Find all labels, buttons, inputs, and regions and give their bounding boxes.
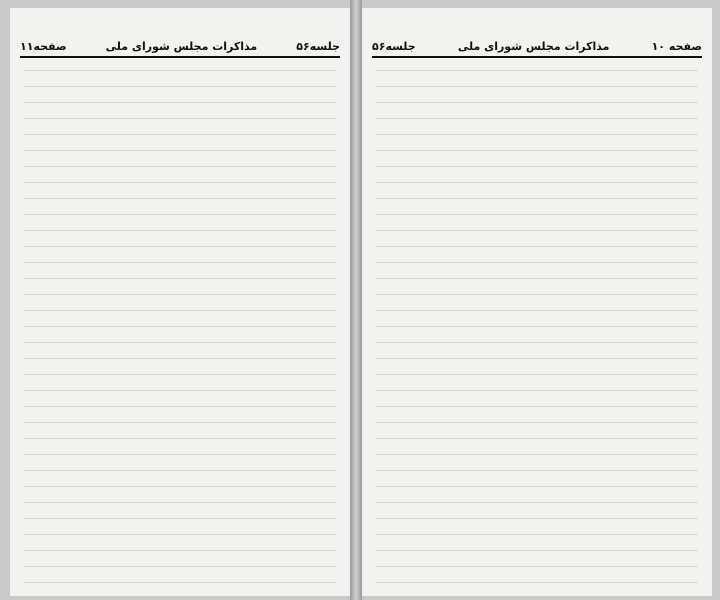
text-line-placeholder	[24, 278, 336, 279]
text-line-placeholder	[376, 422, 698, 423]
text-line-placeholder	[376, 182, 698, 183]
text-line-placeholder	[24, 326, 336, 327]
text-line-placeholder	[376, 374, 698, 375]
text-line-placeholder	[24, 406, 336, 407]
text-line-placeholder	[24, 118, 336, 119]
text-line-placeholder	[24, 150, 336, 151]
text-line-placeholder	[376, 262, 698, 263]
text-line-placeholder	[24, 198, 336, 199]
text-line-placeholder	[376, 470, 698, 471]
text-line-placeholder	[376, 326, 698, 327]
text-line-placeholder	[24, 262, 336, 263]
text-line-placeholder	[24, 470, 336, 471]
text-line-placeholder	[376, 566, 698, 567]
text-line-placeholder	[376, 198, 698, 199]
text-line-placeholder	[376, 166, 698, 167]
left-page-session: جلسه۵۶	[296, 39, 340, 53]
text-line-placeholder	[24, 358, 336, 359]
text-line-placeholder	[24, 70, 336, 71]
text-line-placeholder	[24, 230, 336, 231]
text-line-placeholder	[24, 518, 336, 519]
text-line-placeholder	[24, 502, 336, 503]
text-line-placeholder	[24, 534, 336, 535]
text-line-placeholder	[376, 134, 698, 135]
text-line-placeholder	[24, 438, 336, 439]
text-line-placeholder	[376, 102, 698, 103]
left-page-number: صفحه۱۱	[20, 39, 67, 53]
text-line-placeholder	[376, 86, 698, 87]
text-line-placeholder	[24, 310, 336, 311]
text-line-placeholder	[24, 246, 336, 247]
text-line-placeholder	[24, 550, 336, 551]
text-line-placeholder	[376, 118, 698, 119]
text-line-placeholder	[376, 454, 698, 455]
text-line-placeholder	[376, 342, 698, 343]
left-page-body-placeholder	[24, 70, 336, 586]
left-page-header	[20, 36, 340, 58]
text-line-placeholder	[24, 294, 336, 295]
text-line-placeholder	[376, 582, 698, 583]
text-line-placeholder	[24, 486, 336, 487]
text-line-placeholder	[376, 70, 698, 71]
text-line-placeholder	[24, 582, 336, 583]
text-line-placeholder	[376, 486, 698, 487]
text-line-placeholder	[376, 406, 698, 407]
right-page	[362, 8, 712, 596]
right-page-header	[372, 36, 702, 58]
text-line-placeholder	[24, 134, 336, 135]
text-line-placeholder	[376, 214, 698, 215]
right-page-title: مذاکرات مجلس شورای ملی	[457, 39, 610, 53]
text-line-placeholder	[376, 390, 698, 391]
book-gutter	[350, 0, 362, 600]
text-line-placeholder	[24, 166, 336, 167]
text-line-placeholder	[376, 230, 698, 231]
text-line-placeholder	[24, 342, 336, 343]
text-line-placeholder	[376, 518, 698, 519]
text-line-placeholder	[24, 390, 336, 391]
text-line-placeholder	[24, 454, 336, 455]
right-page-session: جلسه۵۶	[372, 39, 416, 53]
text-line-placeholder	[24, 374, 336, 375]
text-line-placeholder	[376, 246, 698, 247]
text-line-placeholder	[376, 534, 698, 535]
text-line-placeholder	[24, 182, 336, 183]
right-page-body-placeholder	[376, 70, 698, 586]
text-line-placeholder	[24, 566, 336, 567]
left-page-title: مذاکرات مجلس شورای ملی	[105, 39, 258, 53]
text-line-placeholder	[376, 438, 698, 439]
text-line-placeholder	[24, 102, 336, 103]
text-line-placeholder	[376, 310, 698, 311]
text-line-placeholder	[376, 358, 698, 359]
left-page	[10, 8, 350, 596]
text-line-placeholder	[24, 86, 336, 87]
text-line-placeholder	[376, 550, 698, 551]
text-line-placeholder	[376, 294, 698, 295]
text-line-placeholder	[24, 422, 336, 423]
text-line-placeholder	[376, 278, 698, 279]
text-line-placeholder	[376, 150, 698, 151]
text-line-placeholder	[376, 502, 698, 503]
right-page-number: صفحه ۱۰	[651, 39, 702, 53]
text-line-placeholder	[24, 214, 336, 215]
